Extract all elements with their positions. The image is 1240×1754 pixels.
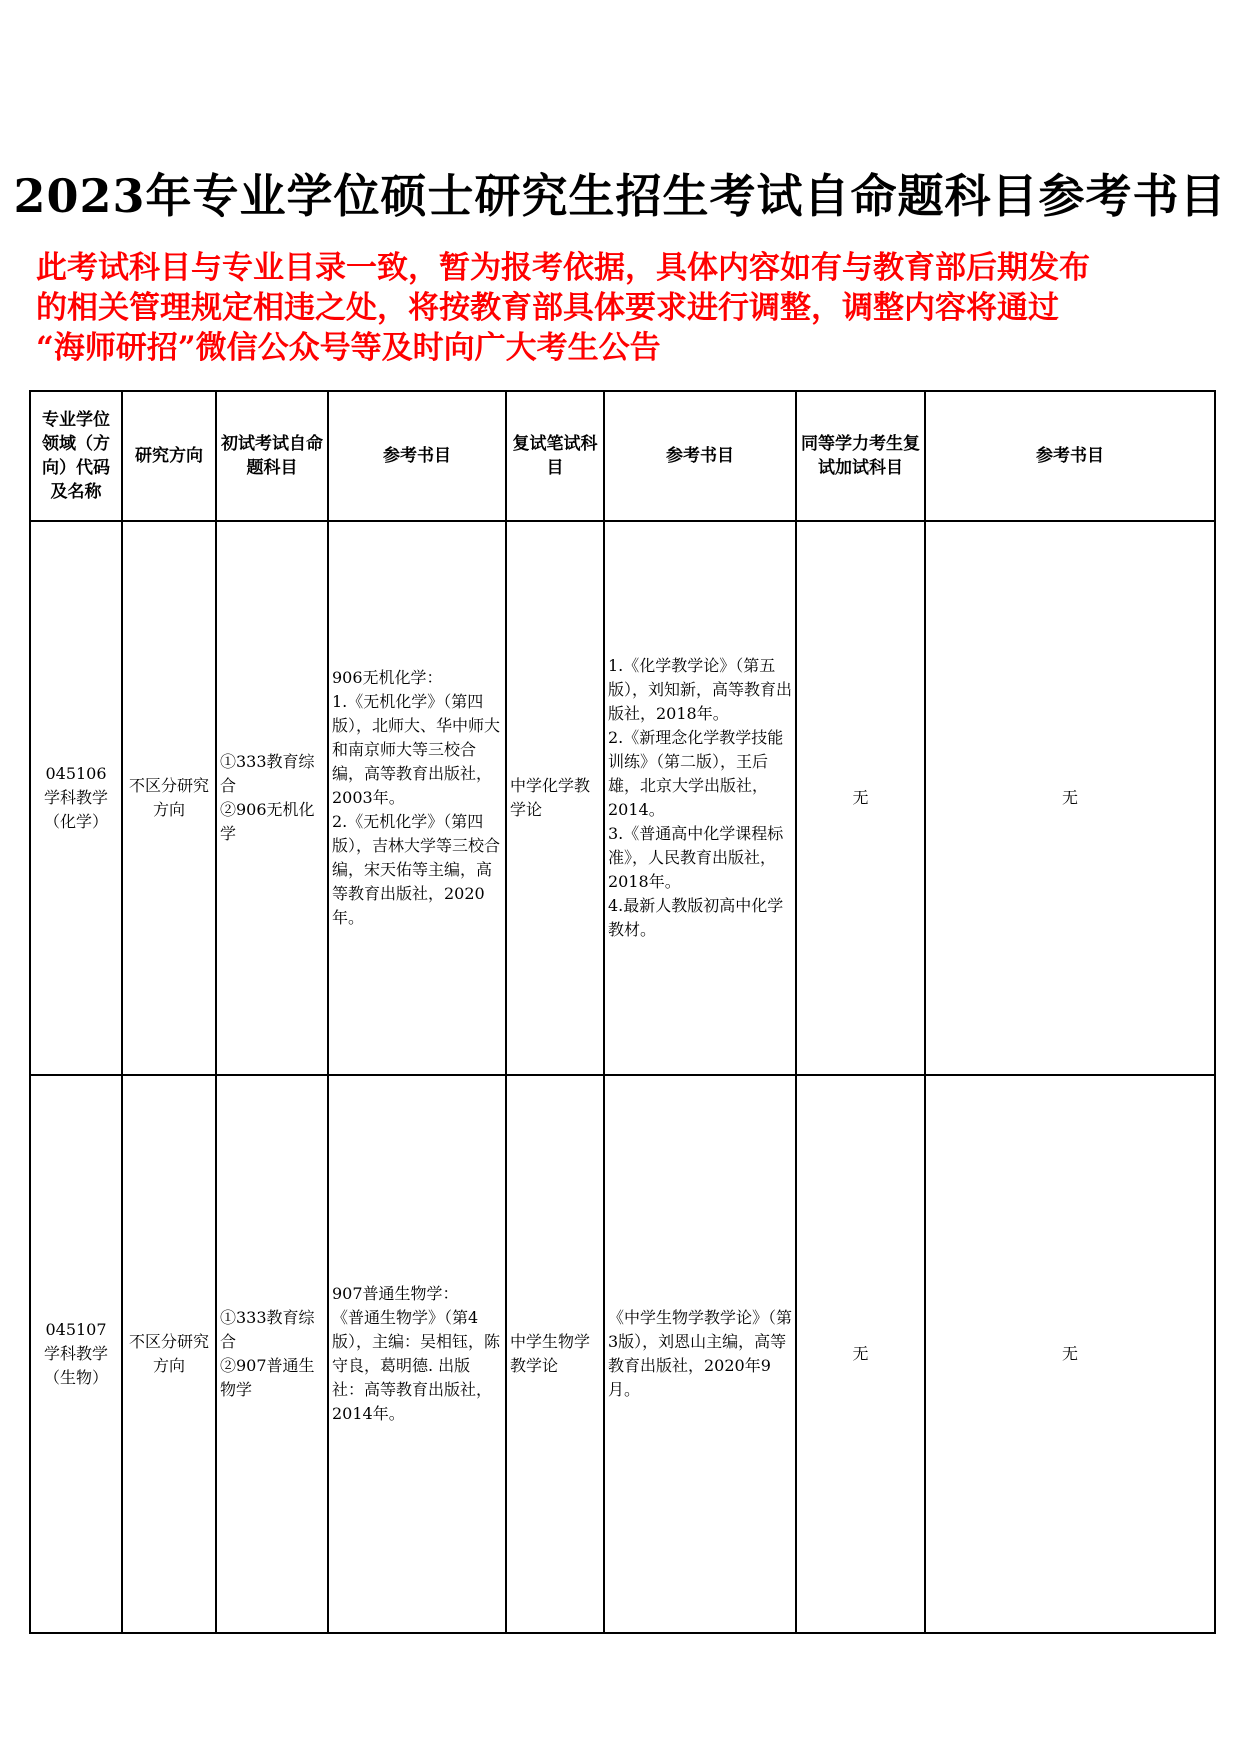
- book-entry: 《普通生物学》（第4版），主编：吴相钰，陈守良，葛明德. 出版社：高等教育出版社，2014年。: [332, 1308, 501, 1423]
- book-entry: 2.《无机化学》（第四版），吉林大学等三校合编，宋天佑等主编，高等教育出版社，2020年。: [332, 812, 501, 927]
- book-entry: 《中学生物学教学论》（第3版），刘恩山主编，高等教育出版社，2020年9月。: [608, 1308, 793, 1399]
- table-row: [30, 1075, 1215, 1633]
- equal-books-cell: 无: [925, 521, 1215, 1075]
- major-code-cell: [30, 521, 122, 1075]
- initial-books-cell: [328, 521, 506, 1075]
- header-initial-books: 参考书目: [328, 391, 506, 521]
- major-code-cell: [30, 1075, 122, 1633]
- book-entry: 4.最新人教版初高中化学教材。: [608, 896, 784, 939]
- retest-books-cell: [604, 1075, 796, 1633]
- page-title: 2023年专业学位硕士研究生招生考试自命题科目参考书目: [13, 169, 1227, 223]
- header-research-direction: 研究方向: [122, 391, 216, 521]
- book-entry: 3.《普通高中化学课程标准》，人民教育出版社，2018年。: [608, 824, 784, 891]
- header-initial-subjects: 初试考试自命题科目: [216, 391, 328, 521]
- initial-subject: ①333教育综合: [220, 1308, 315, 1351]
- major-name: 学科教学（生物）: [43, 1344, 108, 1387]
- initial-subject: ②906无机化学: [220, 800, 315, 843]
- table-row: [30, 521, 1215, 1075]
- major-code: 045106: [45, 764, 107, 783]
- table-header-row: [30, 391, 1215, 521]
- reference-book-table: [29, 390, 1216, 1634]
- header-equal-books: 参考书目: [925, 391, 1215, 521]
- notice-line: 的相关管理规定相违之处，将按教育部具体要求进行调整，调整内容将通过: [36, 290, 1059, 326]
- research-direction-cell: 不区分研究方向: [122, 521, 216, 1075]
- initial-subject: ②907普通生物学: [220, 1356, 315, 1399]
- book-entry: 906无机化学：: [332, 668, 443, 687]
- book-entry: 2.《新理念化学教学技能训练》（第二版），王后雄，北京大学出版社，2014。: [608, 728, 784, 819]
- retest-subject-cell: 中学化学教学论: [506, 521, 604, 1075]
- initial-books-cell: [328, 1075, 506, 1633]
- notice-text: [36, 248, 1216, 368]
- retest-subject-cell: 中学生物学教学论: [506, 1075, 604, 1633]
- research-direction-cell: 不区分研究方向: [122, 1075, 216, 1633]
- major-name: 学科教学（化学）: [43, 788, 108, 831]
- header-equal-subject: 同等学力考生复试加试科目: [796, 391, 925, 521]
- notice-line: “海师研招”微信公众号等及时向广大考生公告: [36, 330, 661, 366]
- initial-subjects-cell: [216, 521, 328, 1075]
- initial-subjects-cell: [216, 1075, 328, 1633]
- equal-subject-cell: 无: [796, 521, 925, 1075]
- header-major-code: 专业学位领域（方向）代码及名称: [30, 391, 122, 521]
- notice-line: 此考试科目与专业目录一致，暂为报考依据，具体内容如有与教育部后期发布: [36, 250, 1090, 286]
- header-retest-books: 参考书目: [604, 391, 796, 521]
- major-code: 045107: [45, 1320, 107, 1339]
- equal-books-cell: 无: [925, 1075, 1215, 1633]
- equal-subject-cell: 无: [796, 1075, 925, 1633]
- retest-books-cell: [604, 521, 796, 1075]
- initial-subject: ①333教育综合: [220, 752, 315, 795]
- book-entry: 1.《化学教学论》（第五版），刘知新，高等教育出版社，2018年。: [608, 656, 793, 723]
- book-entry: 907普通生物学：: [332, 1284, 459, 1303]
- header-retest-subject: 复试笔试科目: [506, 391, 604, 521]
- book-entry: 1.《无机化学》（第四版），北师大、华中师大和南京师大等三校合编，高等教育出版社，2003年。: [332, 692, 501, 807]
